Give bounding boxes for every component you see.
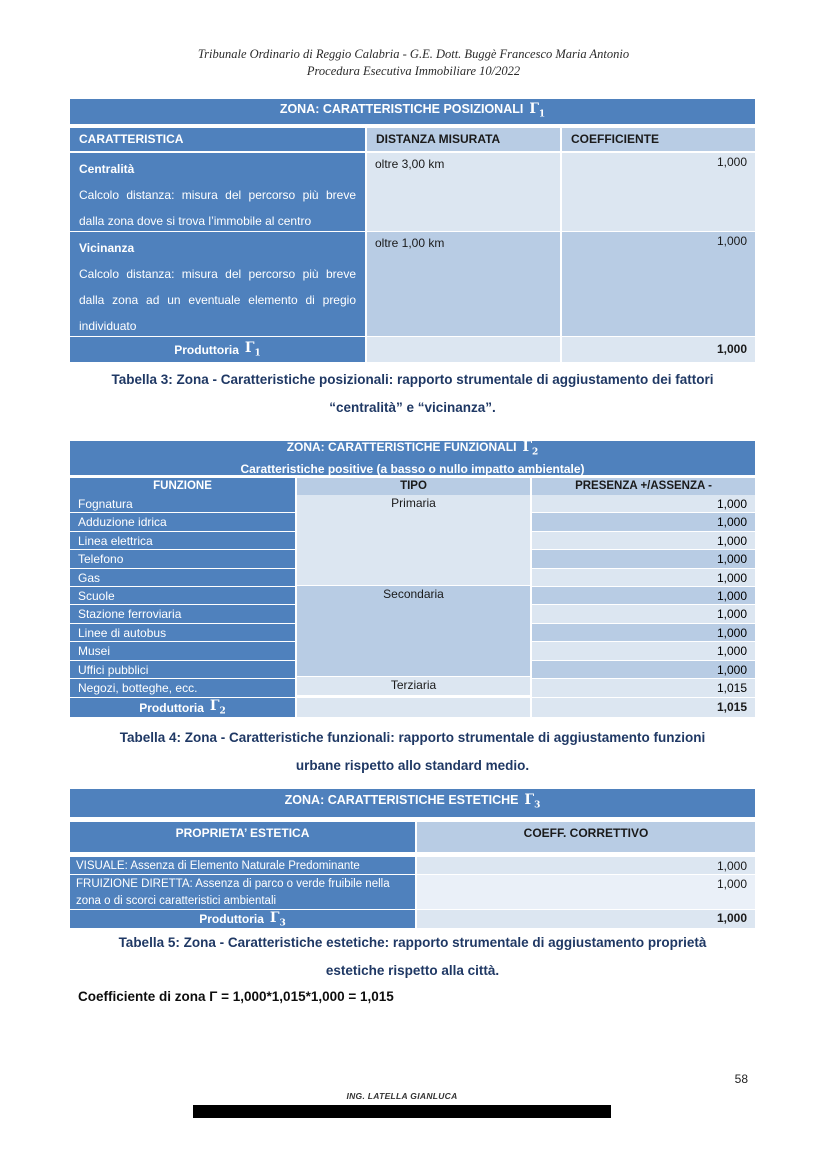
- funzione-cell: Scuole: [70, 587, 295, 605]
- gamma-symbol: $\Gamma_3$: [269, 909, 286, 929]
- row-caratteristica-cell: [70, 232, 365, 336]
- produttoria-label-text: Produttoria: [199, 912, 264, 926]
- gamma-symbol: $\Gamma_2$: [209, 698, 226, 718]
- col-header-coefficiente: COEFFICIENTE: [562, 128, 755, 151]
- funzionali-table: [70, 441, 755, 717]
- posizionali-title-bar: [70, 99, 755, 124]
- presenza-cell: 1,000: [532, 532, 755, 550]
- table-row: [70, 875, 755, 909]
- table-row: [70, 232, 755, 336]
- produttoria-value: 1,015: [532, 698, 755, 717]
- produttoria-empty-cell: [367, 337, 560, 362]
- caratteristica-nome: Vicinanza: [79, 241, 135, 255]
- page-number: 58: [734, 1072, 748, 1086]
- tipo-group-primaria: Primaria: [297, 495, 530, 586]
- presenza-cell: 1,000: [532, 569, 755, 587]
- col-header-proprieta: PROPRIETA’ ESTETICA: [70, 822, 415, 852]
- produttoria-value: 1,000: [562, 337, 755, 362]
- caption-line: Tabella 5: Zona - Caratteristiche estetiche: rapporto strumentale di aggiustamento proprietà: [118, 935, 707, 950]
- estetiche-body: [70, 857, 755, 909]
- posizionali-title-text: ZONA: CARATTERISTICHE POSIZIONALI: [279, 101, 524, 116]
- caption-line: urbane rispetto allo standard medio.: [295, 758, 530, 773]
- redacted-signature-bar: [193, 1105, 611, 1118]
- row-distanza-cell: oltre 1,00 km: [367, 232, 560, 336]
- col-header-coeff-correttivo: COEFF. CORRETTIVO: [417, 822, 755, 852]
- posizionali-table: [70, 99, 755, 362]
- funzione-cell: Linee di autobus: [70, 624, 295, 642]
- gamma-symbol: $\Gamma_3$: [524, 792, 541, 811]
- funzionali-title-text: ZONA: CARATTERISTICHE FUNZIONALI: [286, 440, 517, 455]
- posizionali-produttoria-row: [70, 337, 755, 362]
- gamma-symbol: $\Gamma_2$: [522, 439, 539, 458]
- funzione-cell: Gas: [70, 569, 295, 587]
- gamma-symbol: $\Gamma_1$: [529, 100, 546, 120]
- funzione-cell: Stazione ferroviaria: [70, 605, 295, 623]
- estetiche-table: [70, 789, 755, 928]
- row-distanza-cell: oltre 3,00 km: [367, 153, 560, 231]
- caption-line: Tabella 4: Zona - Caratteristiche funzionali: rapporto strumentale di aggiustamento funzioni: [119, 730, 706, 745]
- produttoria-label: [70, 337, 365, 362]
- row-coefficiente-cell: 1,000: [562, 232, 755, 336]
- posizionali-title: [280, 101, 545, 123]
- coeff-cell: 1,000: [417, 857, 755, 874]
- funzionali-subtitle: Caratteristiche positive (a basso o nullo impatto ambientale): [240, 461, 585, 476]
- col-header-caratteristica: CARATTERISTICA: [70, 128, 365, 151]
- table3-caption: [70, 366, 755, 422]
- presenza-cell: 1,000: [532, 661, 755, 679]
- tipo-group-terziaria: Terziaria: [297, 677, 530, 695]
- produttoria-label-text: Produttoria: [174, 342, 239, 357]
- doc-header-line1: Tribunale Ordinario di Reggio Calabria - G.E. Dott. Buggè Francesco Maria Antonio: [197, 47, 630, 61]
- presenza-cell: 1,015: [532, 679, 755, 697]
- posizionali-body: [70, 153, 755, 336]
- funzione-cell: Negozi, botteghe, ecc.: [70, 679, 295, 697]
- produttoria-empty-cell: [297, 698, 530, 717]
- estetiche-header-row: [70, 822, 755, 852]
- funzionali-body: [70, 495, 755, 697]
- row-coefficiente-cell: 1,000: [562, 153, 755, 231]
- funzione-column: [70, 495, 295, 697]
- presenza-cell: 1,000: [532, 624, 755, 642]
- caption-line: Tabella 3: Zona - Caratteristiche posizionali: rapporto strumentale di aggiustamento dei fattori: [111, 372, 714, 387]
- tipo-column: [297, 495, 530, 697]
- estetiche-title-bar: [70, 789, 755, 817]
- funzione-cell: Telefono: [70, 550, 295, 568]
- estetiche-title-text: ZONA: CARATTERISTICHE ESTETICHE: [284, 793, 519, 808]
- produttoria-label: [70, 910, 415, 928]
- posizionali-header-row: [70, 128, 755, 151]
- row-caratteristica-cell: [70, 153, 365, 231]
- funzione-cell: Linea elettrica: [70, 532, 295, 550]
- funzione-cell: Musei: [70, 642, 295, 660]
- produttoria-label: [70, 698, 295, 717]
- table-row: [70, 153, 755, 231]
- caratteristica-nome: Centralità: [79, 162, 135, 176]
- caption-line: “centralità” e “vicinanza”.: [329, 400, 496, 415]
- funzionali-title-bar: [70, 441, 755, 475]
- table4-caption: [70, 724, 755, 780]
- tipo-group-secondaria: Secondaria: [297, 586, 530, 677]
- zone-coefficient-line: Coefficiente di zona Γ = 1,000*1,015*1,000 = 1,015: [78, 989, 394, 1004]
- col-header-presenza: PRESENZA +/ASSENZA -: [532, 478, 755, 495]
- funzione-cell: Uffici pubblici: [70, 661, 295, 679]
- presenza-cell: 1,000: [532, 605, 755, 623]
- col-header-funzione: FUNZIONE: [70, 478, 295, 495]
- presenza-cell: 1,000: [532, 587, 755, 605]
- presenza-column: [532, 495, 755, 697]
- presenza-cell: 1,000: [532, 513, 755, 531]
- caratteristica-descrizione: Calcolo distanza: misura del percorso più breve dalla zona dove si trova l’immobile al centro: [79, 188, 356, 228]
- caption-line: estetiche rispetto alla città.: [325, 963, 500, 978]
- funzionali-title: [287, 439, 539, 461]
- engineer-name: ING. LATELLA GIANLUCA: [346, 1091, 458, 1101]
- estetiche-title: [285, 792, 541, 814]
- funzionali-produttoria-row: [70, 698, 755, 717]
- doc-header: [0, 46, 827, 80]
- col-header-tipo: TIPO: [297, 478, 530, 495]
- presenza-cell: 1,000: [532, 642, 755, 660]
- produttoria-label-text: Produttoria: [139, 700, 204, 715]
- caratteristica-descrizione: Calcolo distanza: misura del percorso più breve dalla zona ad un eventuale elemento di pregio individuato: [79, 267, 356, 333]
- funzione-cell: Fognatura: [70, 495, 295, 513]
- estetiche-produttoria-row: [70, 910, 755, 928]
- table-row: [70, 857, 755, 874]
- presenza-cell: 1,000: [532, 550, 755, 568]
- funzione-cell: Adduzione idrica: [70, 513, 295, 531]
- funzionali-header-row: [70, 478, 755, 495]
- proprieta-cell: VISUALE: Assenza di Elemento Naturale Predominante: [70, 857, 415, 874]
- table5-caption: [70, 929, 755, 985]
- gamma-symbol: $\Gamma_1$: [244, 340, 261, 359]
- col-header-distanza: DISTANZA MISURATA: [367, 128, 560, 151]
- presenza-cell: 1,000: [532, 495, 755, 513]
- produttoria-value: 1,000: [417, 910, 755, 928]
- coeff-cell: 1,000: [417, 875, 755, 909]
- proprieta-cell: FRUIZIONE DIRETTA: Assenza di parco o verde fruibile nella zona o di scorci caratteristici ambientali: [70, 875, 415, 909]
- doc-header-line2: Procedura Esecutiva Immobiliare 10/2022: [306, 64, 521, 78]
